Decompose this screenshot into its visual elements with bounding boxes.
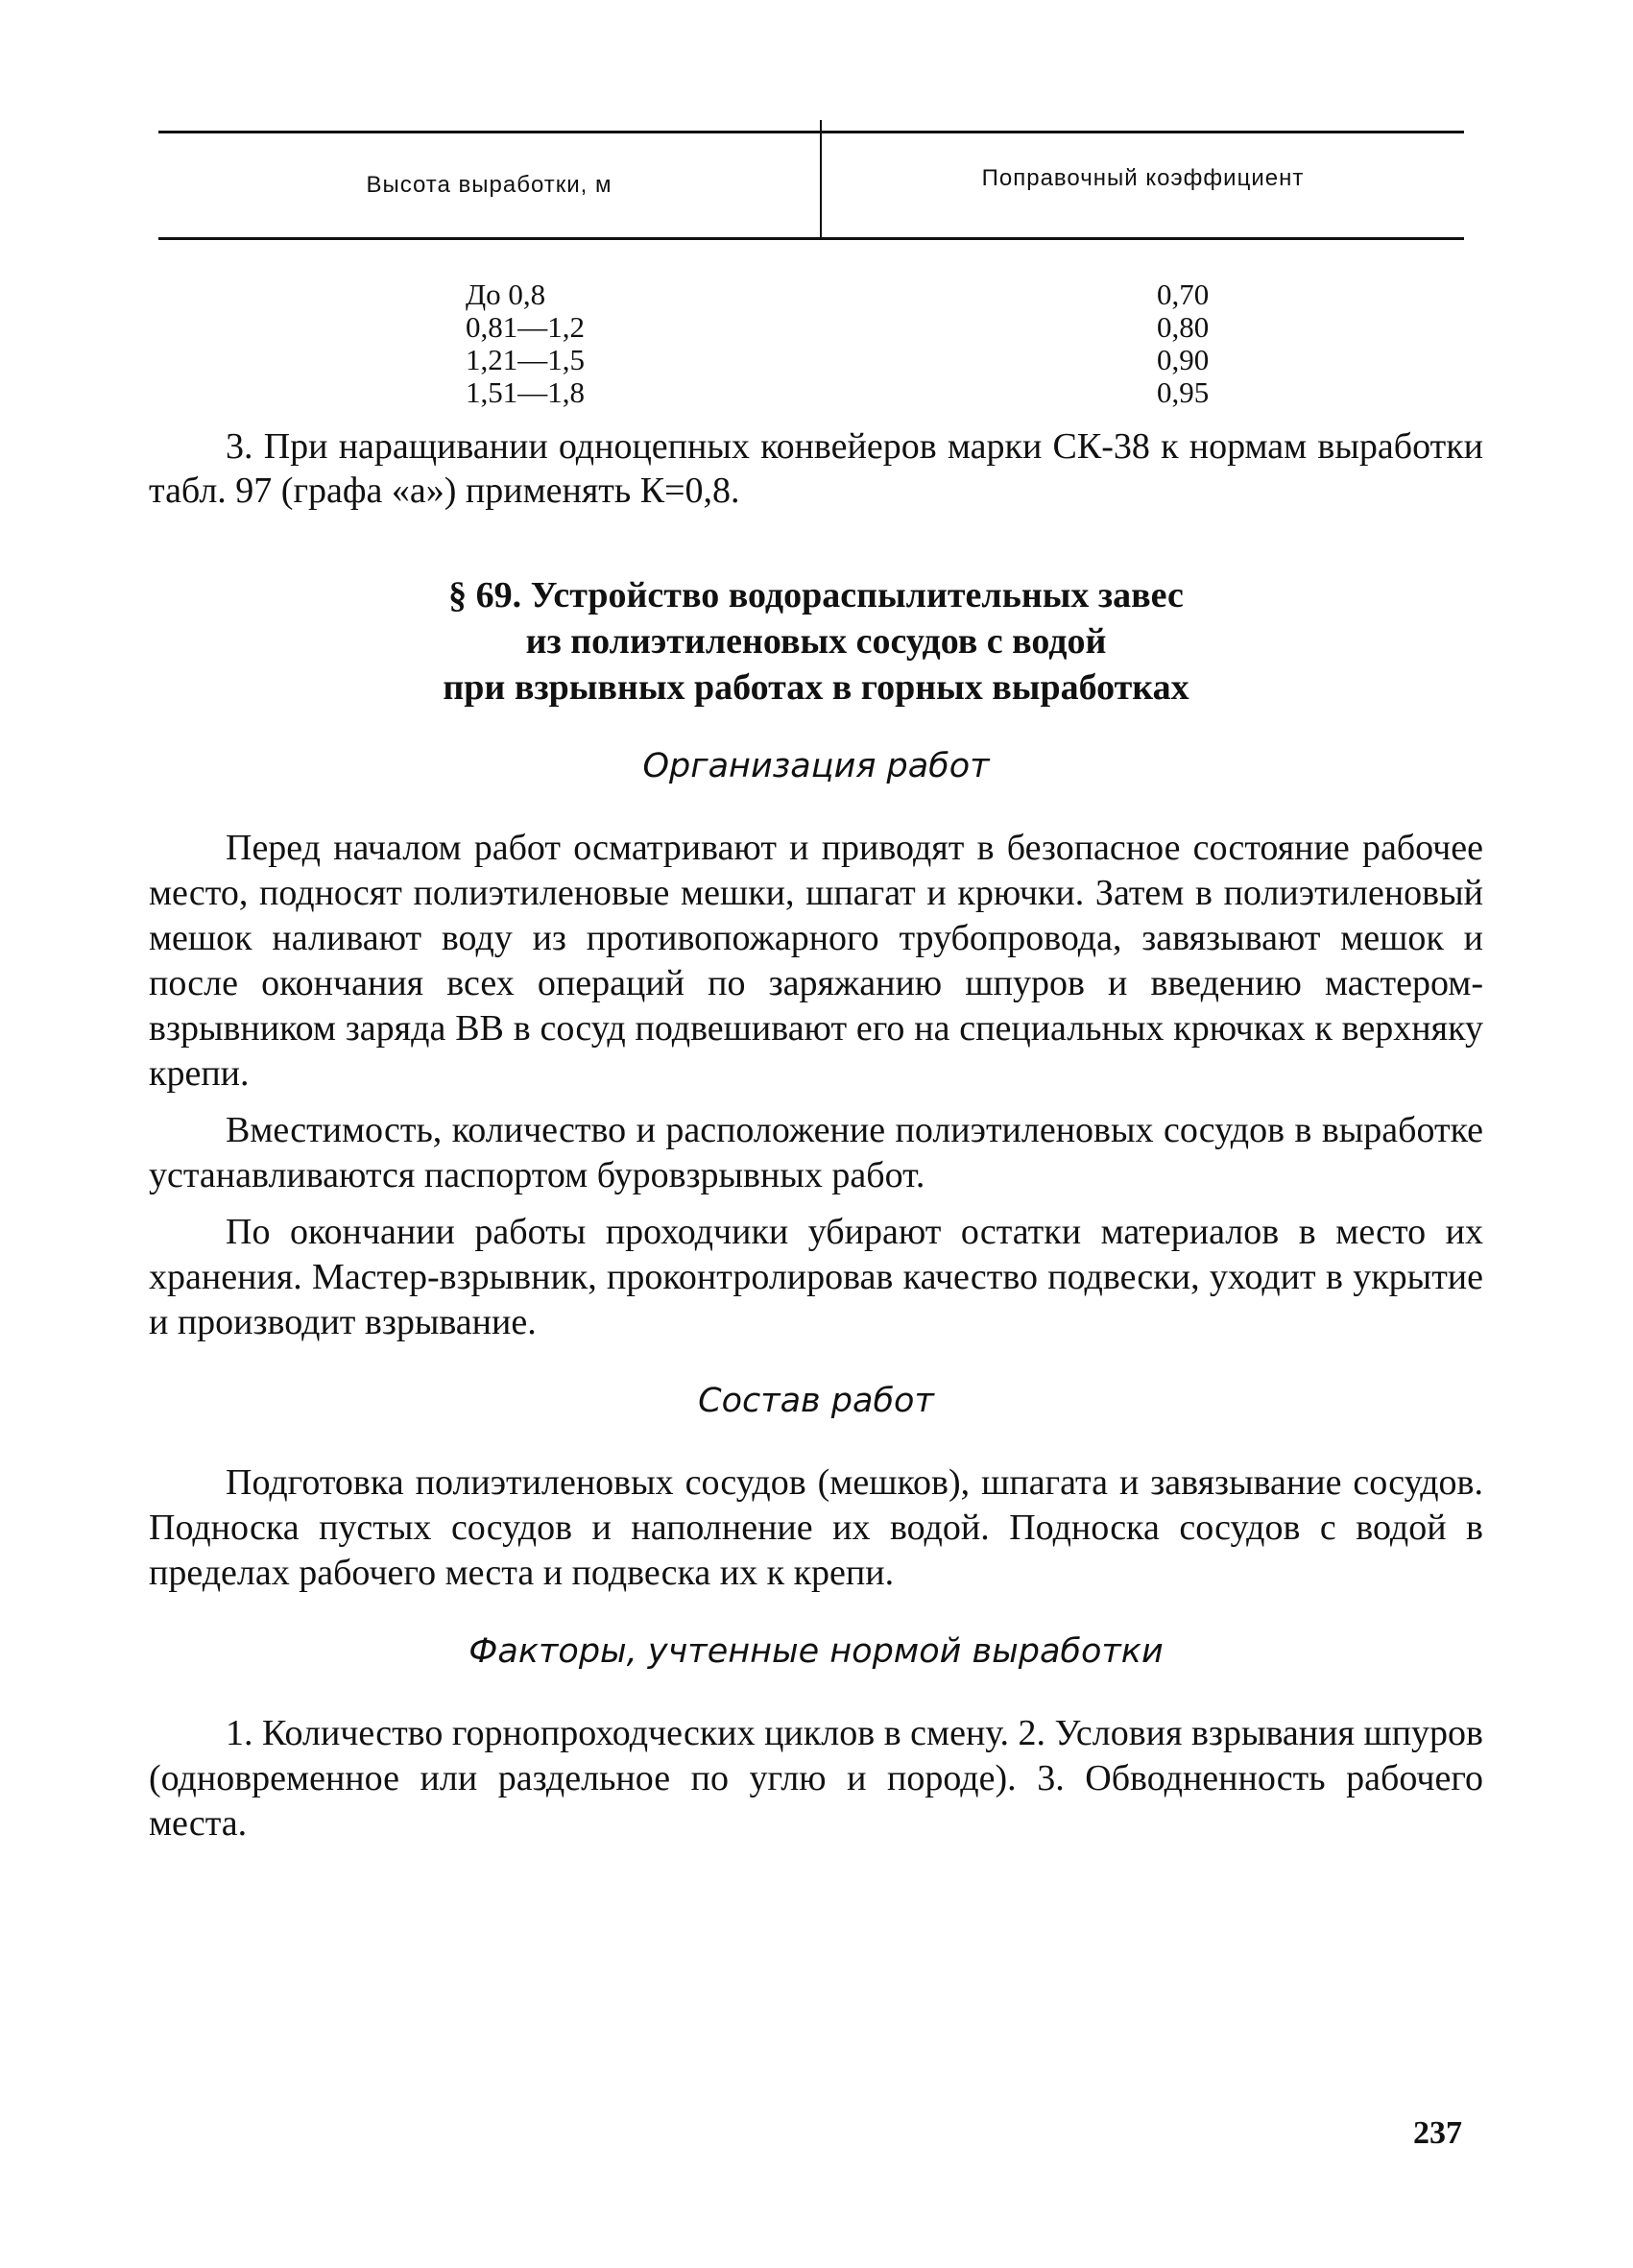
table-body	[158, 278, 1464, 409]
table-cell-coefficient: 0,70	[1157, 277, 1210, 311]
table-row	[158, 344, 1464, 376]
table-header-height: Высота выработки, м	[366, 172, 612, 198]
table-header-rule	[158, 237, 1464, 240]
organization-paragraph: Вместимость, количество и расположение полиэтиленовых сосудов в выработке устанавливаются паспортом буровзрывных работ.	[149, 1110, 1483, 1195]
table-cell-coefficient: 0,80	[1157, 310, 1210, 344]
section-title	[149, 572, 1483, 711]
section-title-line: при взрывных работах в горных выработках	[443, 667, 1189, 708]
composition-paragraph: Подготовка полиэтиленовых сосудов (мешков), шпагата и завязывание сосудов. Подноска пустых сосудов и наполнение их водой. Подноска сосудов с водой в пределах рабочего места и подвеска их к крепи.	[149, 1462, 1483, 1593]
table-row	[158, 311, 1464, 344]
table-row	[158, 278, 1464, 311]
table-header	[158, 133, 1464, 237]
document-page	[149, 115, 1483, 1846]
organization-paragraph: По окончании работы проходчики убирают остатки материалов в место их хранения. Мастер-взрывник, проконтролировав качество подвески, уходит в укрытие и производит взрывание.	[149, 1212, 1483, 1342]
section-title-line: § 69. Устройство водораспылительных завес	[448, 575, 1184, 615]
factors-paragraph: 1. Количество горнопроходческих циклов в смену. 2. Условия взрывания шпуров (одновременное или раздельное по углю и породе). 3. Обводненность рабочего места.	[149, 1713, 1483, 1844]
table-cell-coefficient: 0,95	[1157, 375, 1210, 409]
table-row	[158, 376, 1464, 409]
table-header-coefficient: Поправочный коэффициент	[820, 120, 1464, 237]
table-cell-height: 1,21—1,5	[466, 343, 585, 376]
table-cell-height: 1,51—1,8	[466, 375, 585, 409]
page-number: 237	[1413, 2115, 1462, 2151]
note-3: 3. При наращивании одноцепных конвейеров марки СК-38 к нормам выработки табл. 97 (графа «а») применять К=0,8.	[149, 426, 1483, 511]
factors-heading: Факторы, учтенные нормой выработки	[468, 1632, 1164, 1671]
organization-paragraph: Перед началом работ осматривают и приводят в безопасное состояние рабочее место, подносят полиэтиленовые мешки, шпагат и крючки. Затем в полиэтиленовый мешок наливают воду из противопожарного трубопровода, завязывают мешок и после окончания всех операций по заряжанию шпуров и введению мастером-взрывником заряда ВВ в сосуд подвешивают его на специальных крючках к верхняку крепи.	[149, 828, 1483, 1094]
organization-heading: Организация работ	[642, 747, 990, 785]
table-cell-height: До 0,8	[466, 277, 546, 311]
correction-table	[158, 131, 1464, 409]
section-title-line: из полиэтиленовых сосудов с водой	[525, 621, 1107, 662]
composition-heading: Состав работ	[698, 1382, 934, 1420]
table-cell-coefficient: 0,90	[1157, 343, 1210, 376]
table-cell-height: 0,81—1,2	[466, 310, 585, 344]
